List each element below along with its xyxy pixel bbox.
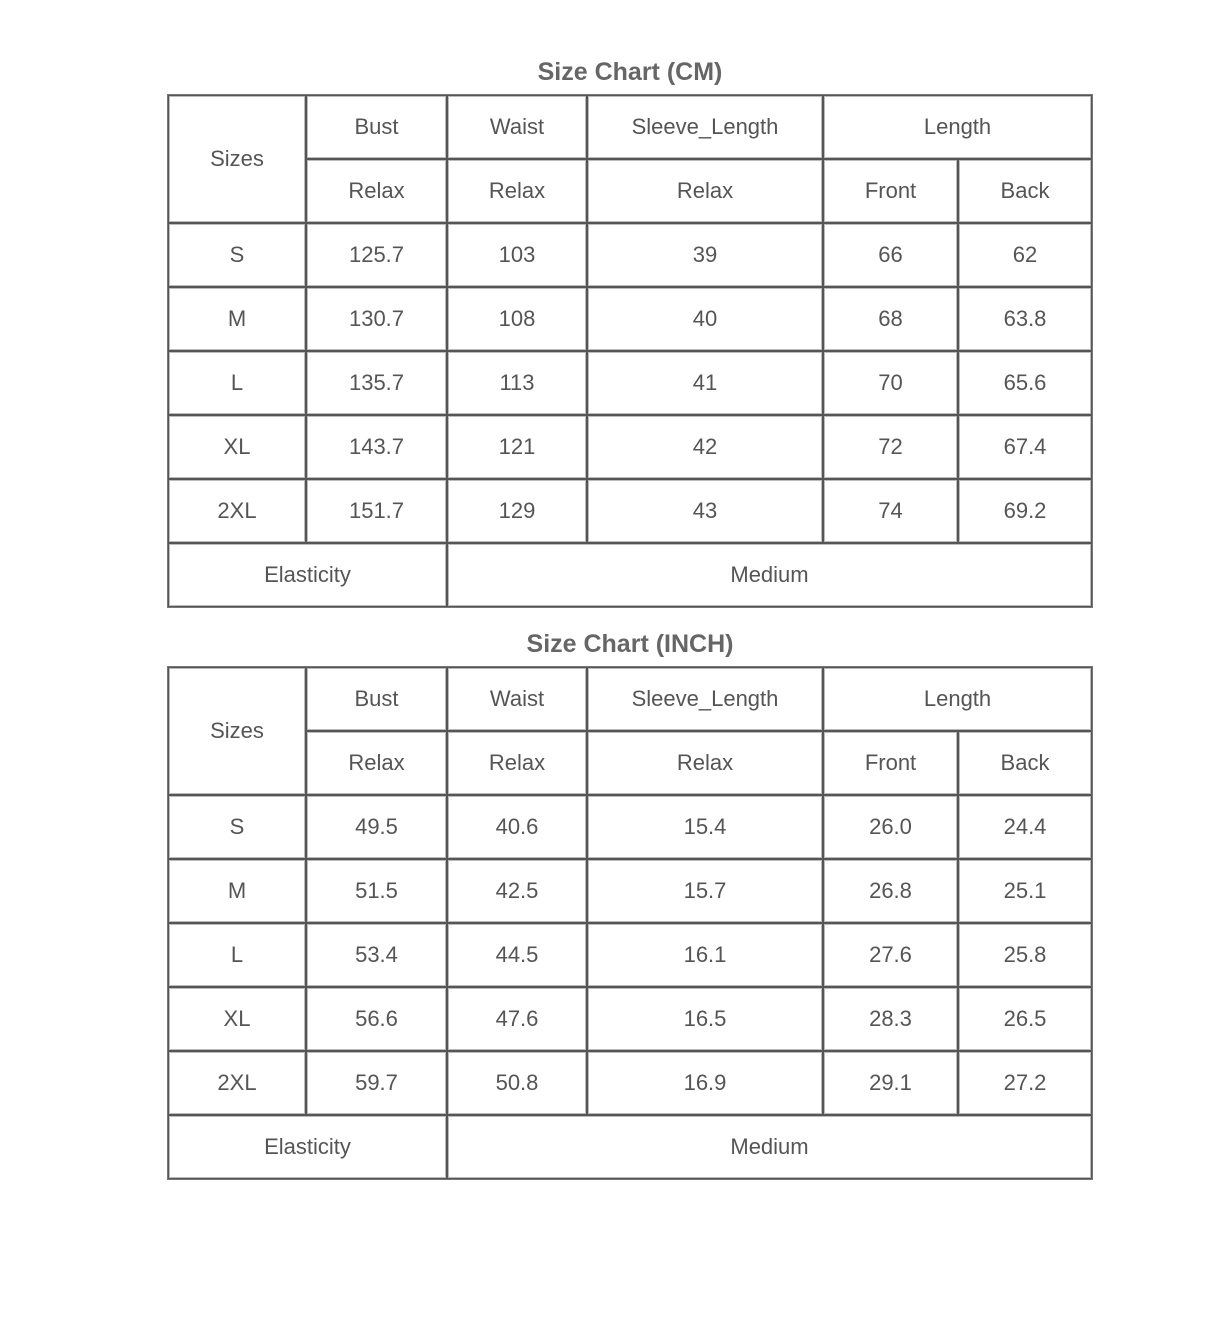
header-row: [168, 667, 1092, 731]
cell-front-length: 70: [823, 351, 958, 415]
cell-waist: 42.5: [447, 859, 587, 923]
cell-back-length: 65.6: [958, 351, 1092, 415]
elasticity-label: Elasticity: [168, 543, 447, 607]
size-chart-inch: [167, 622, 1093, 1180]
cell-sleeve-length: 39: [587, 223, 823, 287]
header-bust: Bust: [306, 95, 447, 159]
subheader-sleeve-relax: Relax: [587, 731, 823, 795]
cell-front-length: 26.0: [823, 795, 958, 859]
cell-front-length: 28.3: [823, 987, 958, 1051]
cell-back-length: 27.2: [958, 1051, 1092, 1115]
cell-waist: 113: [447, 351, 587, 415]
cell-front-length: 68: [823, 287, 958, 351]
cell-sleeve-length: 16.5: [587, 987, 823, 1051]
table-row: [168, 923, 1092, 987]
cell-back-length: 26.5: [958, 987, 1092, 1051]
size-chart-cm: [167, 50, 1093, 608]
header-row: [168, 95, 1092, 159]
cell-sleeve-length: 16.9: [587, 1051, 823, 1115]
footer-row: [168, 543, 1092, 607]
table-row: [168, 795, 1092, 859]
chart-title: Size Chart (CM): [537, 58, 723, 86]
subheader-front: Front: [823, 731, 958, 795]
subheader-waist-relax: Relax: [447, 159, 587, 223]
cell-sleeve-length: 41: [587, 351, 823, 415]
cell-size: 2XL: [168, 479, 306, 543]
header-sizes: Sizes: [168, 667, 306, 795]
cell-sleeve-length: 42: [587, 415, 823, 479]
cell-size: L: [168, 351, 306, 415]
header-sleeve-length: Sleeve_Length: [587, 667, 823, 731]
table-row: [168, 1051, 1092, 1115]
elasticity-value: Medium: [447, 543, 1092, 607]
subheader-bust-relax: Relax: [306, 159, 447, 223]
subheader-row: [168, 731, 1092, 795]
header-waist: Waist: [447, 95, 587, 159]
cell-bust: 51.5: [306, 859, 447, 923]
header-length: Length: [823, 95, 1092, 159]
cell-back-length: 25.1: [958, 859, 1092, 923]
cell-front-length: 74: [823, 479, 958, 543]
cell-back-length: 62: [958, 223, 1092, 287]
cell-back-length: 69.2: [958, 479, 1092, 543]
cell-sleeve-length: 15.7: [587, 859, 823, 923]
cell-bust: 49.5: [306, 795, 447, 859]
header-bust: Bust: [306, 667, 447, 731]
elasticity-label: Elasticity: [168, 1115, 447, 1179]
header-sleeve-length: Sleeve_Length: [587, 95, 823, 159]
cell-back-length: 24.4: [958, 795, 1092, 859]
subheader-row: [168, 159, 1092, 223]
cell-front-length: 27.6: [823, 923, 958, 987]
subheader-bust-relax: Relax: [306, 731, 447, 795]
cell-bust: 130.7: [306, 287, 447, 351]
cell-size: XL: [168, 415, 306, 479]
subheader-back: Back: [958, 731, 1092, 795]
cell-size: M: [168, 859, 306, 923]
cell-bust: 53.4: [306, 923, 447, 987]
subheader-front: Front: [823, 159, 958, 223]
cell-size: 2XL: [168, 1051, 306, 1115]
cell-size: S: [168, 223, 306, 287]
cell-front-length: 72: [823, 415, 958, 479]
cell-front-length: 66: [823, 223, 958, 287]
cell-sleeve-length: 43: [587, 479, 823, 543]
cell-size: XL: [168, 987, 306, 1051]
elasticity-value: Medium: [447, 1115, 1092, 1179]
cell-bust: 125.7: [306, 223, 447, 287]
cell-front-length: 26.8: [823, 859, 958, 923]
table-row: [168, 479, 1092, 543]
table-row: [168, 223, 1092, 287]
cell-waist: 103: [447, 223, 587, 287]
header-sizes: Sizes: [168, 95, 306, 223]
footer-row: [168, 1115, 1092, 1179]
table-row: [168, 415, 1092, 479]
cell-sleeve-length: 40: [587, 287, 823, 351]
cell-waist: 108: [447, 287, 587, 351]
cell-size: M: [168, 287, 306, 351]
subheader-waist-relax: Relax: [447, 731, 587, 795]
cell-waist: 40.6: [447, 795, 587, 859]
header-waist: Waist: [447, 667, 587, 731]
cell-back-length: 63.8: [958, 287, 1092, 351]
cell-bust: 151.7: [306, 479, 447, 543]
cell-bust: 59.7: [306, 1051, 447, 1115]
table-row: [168, 351, 1092, 415]
cell-size: S: [168, 795, 306, 859]
cell-back-length: 25.8: [958, 923, 1092, 987]
size-table-cm: [167, 94, 1093, 608]
cell-waist: 121: [447, 415, 587, 479]
cell-waist: 50.8: [447, 1051, 587, 1115]
cell-bust: 56.6: [306, 987, 447, 1051]
cell-sleeve-length: 15.4: [587, 795, 823, 859]
size-table-inch: [167, 666, 1093, 1180]
subheader-back: Back: [958, 159, 1092, 223]
cell-waist: 47.6: [447, 987, 587, 1051]
cell-bust: 135.7: [306, 351, 447, 415]
table-row: [168, 859, 1092, 923]
cell-back-length: 67.4: [958, 415, 1092, 479]
cell-size: L: [168, 923, 306, 987]
subheader-sleeve-relax: Relax: [587, 159, 823, 223]
cell-waist: 44.5: [447, 923, 587, 987]
table-row: [168, 287, 1092, 351]
cell-sleeve-length: 16.1: [587, 923, 823, 987]
cell-front-length: 29.1: [823, 1051, 958, 1115]
chart-title: Size Chart (INCH): [526, 630, 734, 658]
table-row: [168, 987, 1092, 1051]
cell-bust: 143.7: [306, 415, 447, 479]
header-length: Length: [823, 667, 1092, 731]
cell-waist: 129: [447, 479, 587, 543]
